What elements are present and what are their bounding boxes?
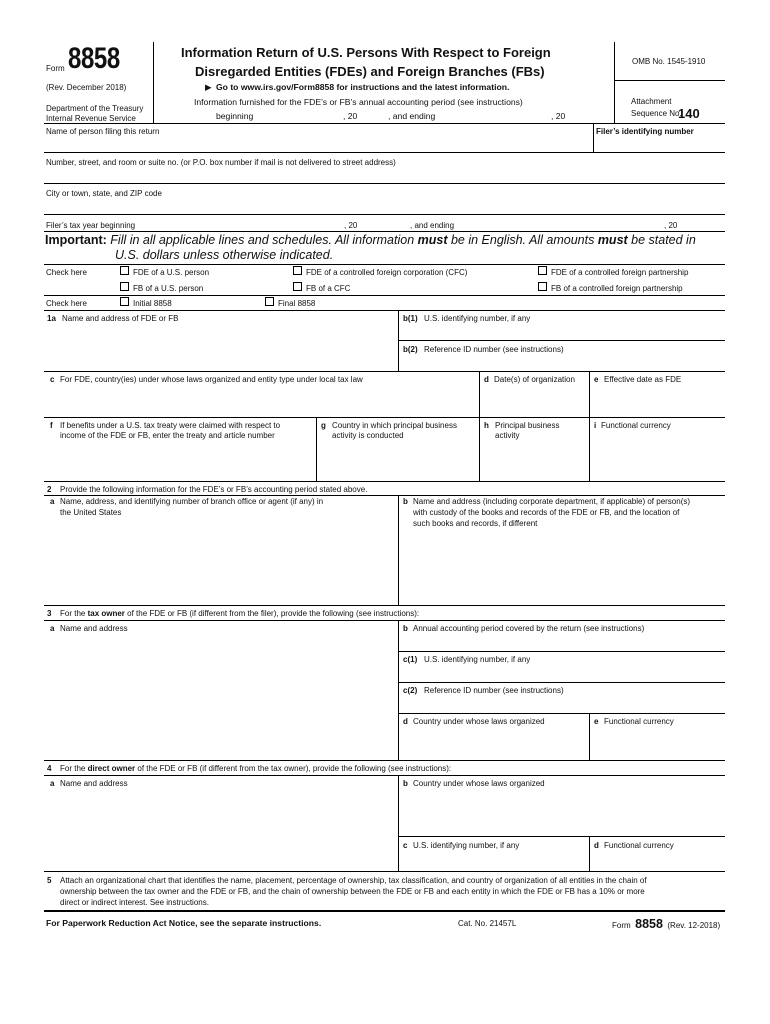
rule-4b [398, 836, 725, 837]
line-3-label-bold: tax owner [87, 609, 125, 618]
direct-owner-us-id-field[interactable] [402, 852, 587, 868]
line-1hi-divider [589, 417, 590, 481]
period-year-b: , 20 [551, 111, 566, 121]
line-4a-label: Name and address [60, 779, 128, 788]
department-name: Department of the Treasury [46, 104, 144, 113]
line-1gh-divider [479, 417, 480, 481]
tax-owner-reference-id-field[interactable] [402, 697, 724, 711]
filer-tax-year-end-field[interactable] [462, 219, 662, 230]
paperwork-notice: For Paperwork Reduction Act Notice, see the separate instructions. [46, 918, 322, 928]
catalog-number: Cat. No. 21457L [458, 919, 517, 928]
line-4-label [60, 764, 451, 773]
line-2b-label-3: such books and records, if different [413, 519, 538, 528]
goto-arrow-icon: ▶ [205, 82, 212, 92]
filer-id-divider [593, 123, 594, 152]
rule-important [44, 264, 725, 265]
line-3e-label: Functional currency [604, 717, 674, 726]
line-1b1-number: b(1) [403, 314, 418, 323]
initial-8858-checkbox[interactable] [120, 297, 129, 306]
business-country-field[interactable] [320, 443, 476, 479]
business-activity-field[interactable] [483, 443, 587, 479]
line-1b2-label: Reference ID number (see instructions) [424, 345, 564, 354]
rule-check-2 [44, 310, 725, 311]
direct-owner-country-field[interactable] [402, 791, 724, 833]
line-5-text-2: ownership between the tax owner and the FDE or FB, and the chain of ownership between the FDE or FB and each entity in which the FDE or FB has a 10% or more [60, 887, 645, 896]
check-here-label-2: Check here [46, 299, 87, 308]
line-4-number: 4 [47, 764, 52, 773]
rule-3c1 [398, 682, 725, 683]
line-1h-label-2: activity [495, 431, 520, 440]
line-3c1-label: U.S. identifying number, if any [424, 655, 531, 664]
fde-cfp-checkbox[interactable] [538, 266, 547, 275]
line-1h-label-1: Principal business [495, 421, 560, 430]
line-1f-label-1: If benefits under a U.S. tax treaty were claimed with respect to [60, 421, 281, 430]
agency-name: Internal Revenue Service [46, 114, 136, 123]
fb-us-person-checkbox[interactable] [120, 282, 129, 291]
fde-reference-id-field[interactable] [402, 356, 724, 369]
line-3d-number: d [403, 717, 408, 726]
line-2b-label-1: Name and address (including corporate department, if applicable) of person(s) [413, 497, 691, 506]
rule-filer-name [44, 152, 725, 153]
line-3c2-label: Reference ID number (see instructions) [424, 686, 564, 695]
filer-year-a: , 20 [344, 221, 358, 230]
rule-line-4-header [44, 775, 725, 776]
rule-line-1ab [44, 371, 725, 372]
rule-check-1 [44, 295, 725, 296]
line-3d-label: Country under whose laws organized [413, 717, 545, 726]
tax-owner-period-field[interactable] [402, 635, 724, 649]
line-1e-number: e [594, 375, 599, 384]
line-3-label-pre: For the [60, 609, 88, 618]
fb-cfc-checkbox[interactable] [293, 282, 302, 291]
omb-number: OMB No. 1545-1910 [632, 57, 706, 66]
important-notice-line2: U.S. dollars unless otherwise indicated. [115, 248, 334, 262]
important-lead: Important: [45, 233, 107, 247]
rule-footer [44, 910, 725, 912]
fb-cfc-label: FB of a CFC [306, 284, 351, 293]
line-4c-label: U.S. identifying number, if any [413, 841, 520, 850]
header-divider-right [614, 42, 615, 123]
rule-line-3-header [44, 620, 725, 621]
line-1f-number: f [50, 421, 53, 430]
filer-street-field[interactable] [46, 169, 724, 181]
line-1fg-divider [316, 417, 317, 481]
fde-cfp-label: FDE of a controlled foreign partnership [551, 268, 689, 277]
footer-form-number: 8858 [635, 917, 663, 931]
line-2-label: Provide the following information for the FDE’s or FB’s accounting period stated above. [60, 485, 368, 494]
line-2b-number: b [403, 497, 408, 506]
line-2a-label-1: Name, address, and identifying number of branch office or agent (if any) in [60, 497, 324, 506]
rule-line-1f [44, 481, 725, 482]
line-3a-number: a [50, 624, 55, 633]
important-must1: must [417, 233, 448, 247]
fb-us-person-label: FB of a U.S. person [133, 284, 204, 293]
rule-3b [398, 651, 725, 652]
period-beginning-field[interactable] [262, 111, 340, 122]
period-beginning-year-field[interactable] [362, 111, 386, 122]
fde-country-entity-field[interactable] [46, 387, 476, 415]
fde-functional-currency-field[interactable] [593, 443, 724, 479]
line-3-divider [398, 620, 399, 760]
branch-office-field[interactable] [46, 522, 396, 602]
tax-owner-country-field[interactable] [402, 729, 587, 758]
footer-form-word: Form [612, 921, 631, 930]
line-1g-label-1: Country in which principal business [332, 421, 457, 430]
period-year-a: , 20 [343, 111, 358, 121]
fde-us-id-field[interactable] [402, 325, 724, 338]
filer-tax-year-label: Filer’s tax year beginning [46, 221, 136, 230]
check-here-label-1: Check here [46, 268, 87, 277]
line-1d-number: d [484, 375, 489, 384]
line-1d-label: Date(s) of organization [494, 375, 575, 384]
rule-line-2 [44, 605, 725, 606]
rule-1b1 [398, 340, 725, 341]
header-bottom-rule [44, 123, 725, 124]
date-of-organization-field[interactable] [483, 387, 587, 415]
footer-form-id [612, 915, 720, 933]
line-4b-number: b [403, 779, 408, 788]
line-2a-label-2: the United States [60, 508, 122, 517]
line-4-label-bold: direct owner [87, 764, 136, 773]
goto-instructions: Go to www.irs.gov/Form8858 for instructions and the latest information. [216, 82, 510, 92]
line-1a-number: 1a [47, 314, 56, 323]
rule-tax-year [44, 231, 725, 232]
sequence-number: 140 [678, 106, 700, 121]
header-divider-left [153, 42, 154, 123]
fde-cfc-checkbox[interactable] [293, 266, 302, 275]
direct-owner-currency-field[interactable] [593, 852, 724, 868]
line-4b-label: Country under whose laws organized [413, 779, 545, 788]
line-1i-number: i [594, 421, 597, 430]
form-word: Form [46, 64, 65, 73]
line-4d-label: Functional currency [604, 841, 674, 850]
period-ending-year-field[interactable] [571, 111, 595, 122]
line-3-label-post: of the FDE or FB (if different from the filer), provide the following (see instructions): [124, 609, 420, 618]
rule-line-3 [44, 760, 725, 761]
filer-city-label: City or town, state, and ZIP code [46, 189, 162, 198]
line-4-label-pre: For the [60, 764, 88, 773]
line-5-text-1: Attach an organizational chart that identifies the name, placement, percentage of ownership, tax classification, and country of organization of all entities in the chain of [60, 876, 647, 885]
books-records-custodian-field[interactable] [402, 532, 724, 602]
line-2b-label-2: with custody of the books and records of the FDE or FB, and the location of [413, 508, 680, 517]
line-1c-number: c [50, 375, 55, 384]
sequence-label: Sequence No. [631, 109, 682, 118]
line-1f-label-2: income of the FDE or FB, enter the treaty and article number [60, 431, 275, 440]
fb-cfp-label: FB of a controlled foreign partnership [551, 284, 683, 293]
line-3c2-number: c(2) [403, 686, 418, 695]
accounting-period-note: Information furnished for the FDE’s or FB’s annual accounting period (see instructions) [194, 97, 523, 107]
period-ending-label: , and ending [388, 111, 436, 121]
tax-owner-us-id-field[interactable] [402, 666, 724, 680]
fde-cfc-label: FDE of a controlled foreign corporation (CFC) [306, 268, 468, 277]
line-4a-number: a [50, 779, 55, 788]
form-number: 8858 [68, 42, 120, 75]
filer-city-field[interactable] [46, 200, 724, 212]
important-part3: be stated in [627, 233, 696, 247]
rule-line-2-header [44, 495, 725, 496]
line-1g-number: g [321, 421, 326, 430]
final-8858-label: Final 8858 [278, 299, 316, 308]
line-1h-number: h [484, 421, 489, 430]
footer-revision: (Rev. 12-2018) [667, 921, 721, 930]
rule-line-1c [44, 417, 725, 418]
line-3-number: 3 [47, 609, 52, 618]
filer-tax-year-begin-field[interactable] [150, 219, 340, 230]
fde-name-address-field[interactable] [46, 326, 396, 368]
important-part2: be in English. All amounts [447, 233, 598, 247]
initial-8858-label: Initial 8858 [133, 299, 172, 308]
line-4c-number: c [403, 841, 408, 850]
line-1g-label-2: activity is conducted [332, 431, 404, 440]
line-3b-number: b [403, 624, 408, 633]
line-3e-number: e [594, 717, 599, 726]
rule-filer-street [44, 183, 725, 184]
line-1a-label: Name and address of FDE or FB [62, 314, 179, 323]
attachment-label: Attachment [631, 97, 672, 106]
tax-owner-currency-field[interactable] [593, 729, 724, 758]
important-must2: must [597, 233, 628, 247]
line-1c-label: For FDE, country(ies) under whose laws organized and entity type under local tax law [60, 375, 363, 384]
effective-date-fde-field[interactable] [593, 387, 724, 415]
revision-date: (Rev. December 2018) [46, 83, 127, 92]
filer-name-label: Name of person filing this return [46, 127, 160, 136]
form-title-line1: Information Return of U.S. Persons With Respect to Foreign [181, 45, 551, 60]
important-notice-line1 [45, 233, 696, 247]
filer-street-label: Number, street, and room or suite no. (or P.O. box number if mail is not delivered to street address) [46, 158, 396, 167]
important-part1: Fill in all applicable lines and schedules. All information [106, 233, 418, 247]
line-3c1-number: c(1) [403, 655, 418, 664]
filer-id-field[interactable] [596, 138, 724, 150]
line-1e-label: Effective date as FDE [604, 375, 682, 384]
period-beginning-label: beginning [216, 111, 254, 121]
line-1de-divider [589, 371, 590, 417]
line-1i-label: Functional currency [601, 421, 671, 430]
rule-3c2 [398, 713, 725, 714]
line-2-number: 2 [47, 485, 52, 494]
tax-owner-name-address-field[interactable] [46, 636, 396, 758]
line-1cd-divider [479, 371, 480, 417]
line-4-label-post: of the FDE or FB (if different from the tax owner), provide the following (see instructions): [135, 764, 452, 773]
rule-line-4 [44, 871, 725, 872]
rule-filer-city [44, 214, 725, 215]
period-ending-field[interactable] [448, 111, 548, 122]
fde-us-person-label: FDE of a U.S. person [133, 268, 210, 277]
line-3a-label: Name and address [60, 624, 128, 633]
line-5-text-3: direct or indirect interest. See instructions. [60, 898, 209, 907]
filer-ending-label: , and ending [410, 221, 455, 230]
fb-cfp-checkbox[interactable] [538, 282, 547, 291]
filer-name-field[interactable] [46, 138, 591, 150]
line-3b-label: Annual accounting period covered by the return (see instructions) [413, 624, 645, 633]
line-3de-divider [589, 713, 590, 760]
line-4d-number: d [594, 841, 599, 850]
filer-year-b: , 20 [664, 221, 678, 230]
direct-owner-name-address-field[interactable] [46, 791, 396, 868]
line-2-divider [398, 495, 399, 605]
filer-id-label: Filer’s identifying number [596, 127, 694, 136]
fde-us-person-checkbox[interactable] [120, 266, 129, 275]
line-4-divider [398, 775, 399, 871]
line-1b2-number: b(2) [403, 345, 418, 354]
final-8858-checkbox[interactable] [265, 297, 274, 306]
line-2a-number: a [50, 497, 55, 506]
form-title-line2: Disregarded Entities (FDEs) and Foreign Branches (FBs) [195, 64, 545, 79]
omb-divider [614, 80, 725, 81]
line-1b1-label: U.S. identifying number, if any [424, 314, 531, 323]
line-4cd-divider [589, 836, 590, 871]
treaty-article-field[interactable] [46, 443, 314, 479]
line-3-label [60, 609, 419, 618]
line-5-number: 5 [47, 876, 52, 885]
